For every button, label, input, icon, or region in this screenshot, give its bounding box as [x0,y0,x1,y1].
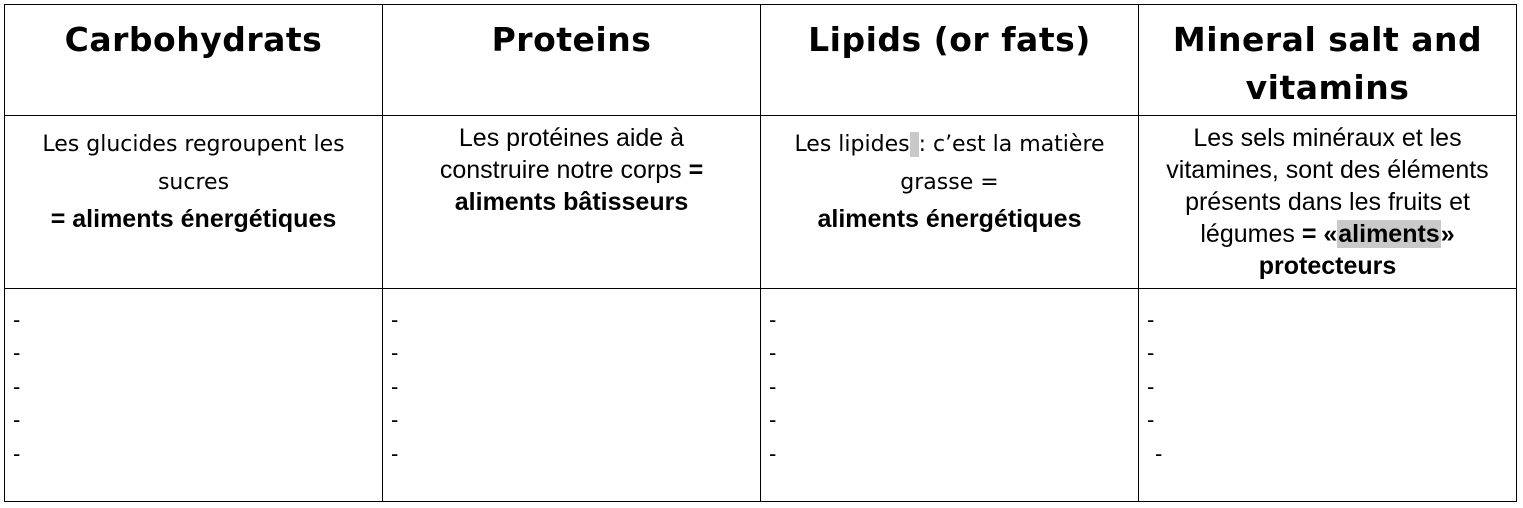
list-item: - [13,407,21,433]
header-minerals [1139,5,1517,116]
list-item: - [13,306,21,332]
prot-desc-eq: = [688,156,704,185]
lip-desc-rest: : c’est la matière [918,132,1105,158]
nutrients-table [4,4,1517,502]
carb-desc-line1: Les glucides regroupent les [42,132,345,158]
list-item: - [13,340,21,366]
list-item: - [769,407,777,433]
min-desc-bold-prefix: = « [1301,220,1338,249]
prot-desc-line1: Les protéines aide à [458,124,685,153]
header-minerals-line1: Mineral salt and [1172,20,1483,59]
examples-row [5,288,1517,501]
description-carbohydrates [5,116,383,288]
lip-desc-bold: aliments énergétiques [817,205,1082,234]
list-item: - [1147,340,1155,366]
list-item: - [391,407,399,433]
list-item: - [769,306,777,332]
list-item: - [1147,407,1155,433]
highlight-mark [910,132,919,157]
header-row [5,5,1517,116]
examples-proteins[interactable] [383,288,761,501]
lip-desc-line2: grasse = [900,170,999,196]
prot-desc-line2: construire notre corps [439,156,682,185]
list-item: - [769,440,777,466]
header-carbohydrates: Carbohydrats [5,5,383,116]
carb-desc-line2: sucres [157,170,230,196]
description-proteins [383,116,761,288]
header-lipids: Lipids (or fats) [761,5,1139,116]
list-item: - [769,373,777,399]
list-item: - [1155,440,1163,466]
header-minerals-line2: vitamins [1245,68,1410,107]
min-desc-bold-word: aliments [1338,220,1440,249]
min-desc-bold-suffix: » [1440,220,1455,249]
dash-list [13,303,382,471]
list-item: - [391,340,399,366]
header-proteins: Proteins [383,5,761,116]
examples-lipids[interactable] [761,288,1139,501]
examples-carbohydrates[interactable] [5,288,383,501]
description-lipids [761,116,1139,288]
list-item: - [13,373,21,399]
list-item: - [769,340,777,366]
min-desc-bold-line2: protecteurs [1258,252,1397,281]
list-item: - [13,440,21,466]
lip-desc-word: Les lipides [794,132,910,158]
dash-list [391,303,760,471]
list-item: - [391,440,399,466]
list-item: - [1147,306,1155,332]
description-minerals [1139,116,1517,288]
min-desc-line2: vitamines, sont des éléments [1166,156,1489,185]
description-row [5,116,1517,288]
min-desc-line1: Les sels minéraux et les [1193,124,1462,153]
min-desc-line4: légumes [1200,220,1295,249]
list-item: - [391,306,399,332]
carb-desc-bold: = aliments énergétiques [50,205,337,234]
list-item: - [391,373,399,399]
prot-desc-bold: aliments bâtisseurs [454,188,689,217]
min-desc-line3: présents dans les fruits et [1185,188,1470,217]
examples-minerals[interactable] [1139,288,1517,501]
dash-list [1147,303,1516,471]
worksheet [4,4,1516,502]
dash-list [769,303,1138,471]
list-item: - [1147,373,1155,399]
